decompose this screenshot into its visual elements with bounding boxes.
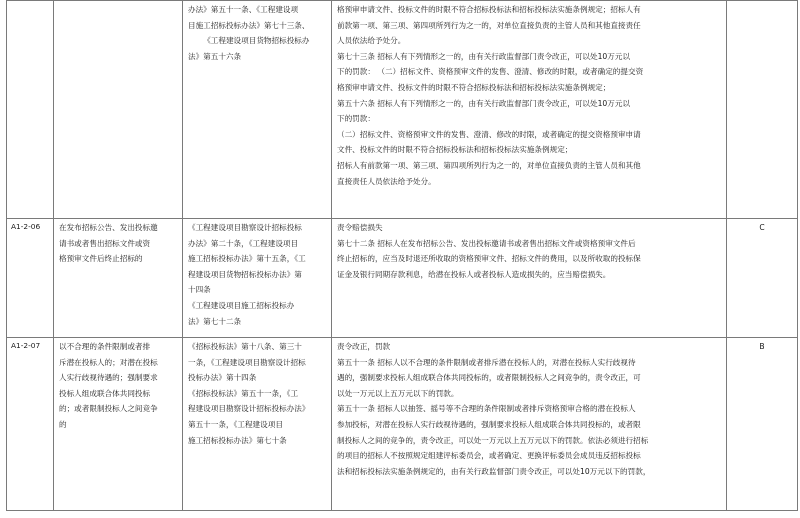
description-line: 斥潜在投标人的；对潜在投标	[59, 357, 158, 367]
description-line: 在发布招标公告、发出投标邀	[59, 223, 158, 232]
penalty-line: 责令改正，罚款	[337, 342, 391, 351]
penalty-line: 前款第一项、第三项、第四项所列行为之一的，对单位直接负责的主管人员和其他直接责任	[337, 20, 641, 30]
description-line: 投标人组成联合体共同投标	[59, 388, 151, 398]
description-line: 的；或者限制投标人之间竞争	[59, 404, 158, 414]
item-code-cell: A1-2-07	[7, 338, 54, 511]
table-row	[7, 1, 798, 219]
basis-line: 办法》第五十一条、《工程建设项	[188, 5, 299, 14]
penalty-line: 以处一万元以上五万元以下的罚款。	[337, 388, 459, 398]
penalty-line: 文件、投标文件的时限不符合招标投标法和招标投标法实施条例规定；	[337, 145, 573, 155]
penalty-line: 责令赔偿损失	[337, 223, 383, 232]
penalty-line: 格预审申请文件、投标文件的时限不符合招标投标法和招标投标法实施条例规定；招标人有	[337, 5, 641, 14]
basis-line: 投标办法》第十四条	[188, 373, 257, 383]
penalty-line: 的项目的招标人不按照规定组建评标委员会，或者确定、更换评标委员会成员违反招标投标	[337, 451, 641, 461]
basis-line: 第五十一条，《工程建设项目	[188, 419, 283, 429]
penalty-cell	[332, 338, 727, 511]
table-row	[7, 338, 798, 511]
description-line: 格预审文件后终止招标的	[59, 254, 143, 264]
description-line: 人实行歧视待遇的；强制要求	[59, 373, 158, 383]
basis-line: 一条，《工程建设项目勘察设计招标	[188, 357, 306, 367]
item-code-cell	[7, 1, 54, 219]
penalty-line: 第五十六条 招标人有下列情形之一的，由有关行政监督部门责令改正，可以处10万元以	[337, 98, 631, 108]
penalty-line: 证金及银行同期存款利息，给潜在投标人或者投标人造成损失的，应当赔偿损失。	[337, 269, 611, 279]
basis-line: 《工程建设项目勘察设计招标投标	[188, 223, 302, 232]
basis-line: 法》第五十六条	[188, 51, 242, 61]
violation-description-cell	[54, 219, 183, 338]
violation-description-cell	[54, 338, 183, 511]
basis-line: 施工招标投标办法》第七十条	[188, 435, 287, 445]
basis-line: 目施工招标投标办法》第七十三条、	[188, 20, 310, 30]
penalty-line: 下的罚款： （二）招标文件、资格预审文件的发售、澄清、修改的时限，或者确定的提交资	[337, 67, 644, 77]
penalty-line: 法和招标投标法实施条例规定的，由有关行政监督部门责令改正，可以处10万元以下的罚款，	[337, 466, 651, 476]
penalty-line: 终止招标的，应当及时退还所收取的资格预审文件、招标文件的费用，以及所收取的投标保	[337, 254, 641, 264]
penalty-line: 参加投标，对潜在投标人实行歧视待遇的，强制要求投标人组成联合体共同投标的，或者限	[337, 419, 641, 429]
description-line: 以不合理的条件限制或者排	[59, 342, 151, 351]
basis-line: 程建设项目货物招标投标办法》第	[188, 269, 302, 279]
grade-cell: B	[727, 338, 798, 511]
penalty-cell	[332, 219, 727, 338]
legal-basis-cell	[183, 219, 332, 338]
basis-line: 《工程建设项目货物招标投标办	[203, 36, 310, 46]
penalty-line: 遇的，强制要求投标人组成联合体共同投标的，或者限制投标人之间竞争的，责令改正，可	[337, 373, 641, 383]
penalty-line: 人员依法给予处分。	[337, 36, 406, 46]
penalty-line: 直接责任人员依法给予处分。	[337, 176, 436, 186]
violation-description-cell	[54, 1, 183, 219]
basis-line: 施工招标投标办法》第十五条，《工	[188, 254, 306, 264]
basis-line: 《招标投标法》第五十一条，《工	[188, 388, 299, 398]
description-line: 的	[59, 419, 67, 429]
grade-cell	[727, 1, 798, 219]
penalty-line: 第五十一条 招标人以抽签、摇号等不合理的条件限制或者排斥资格预审合格的潜在投标人	[337, 404, 636, 414]
penalty-line: 下的罚款：	[337, 114, 375, 124]
basis-line: 办法》第二十条，《工程建设项目	[188, 238, 299, 248]
basis-line: 十四条	[188, 285, 211, 295]
penalty-line: 格预审申请文件、投标文件的时限不符合招标投标法和招标投标法实施条例规定；	[337, 82, 611, 92]
penalty-line: 第七十三条 招标人有下列情形之一的，由有关行政监督部门责令改正，可以处10万元以	[337, 51, 631, 61]
penalty-cell	[332, 1, 727, 219]
regulation-table	[6, 0, 798, 511]
penalty-line: 第五十一条 招标人以不合理的条件限制或者排斥潜在投标人的，对潜在投标人实行歧视待	[337, 357, 636, 367]
basis-line: 《招标投标法》第十八条、第三十	[188, 342, 302, 351]
basis-line: 程建设项目勘察设计招标投标办法》	[188, 404, 310, 414]
grade-cell: C	[727, 219, 798, 338]
basis-line: 《工程建设项目施工招标投标办	[188, 300, 295, 310]
penalty-line: 制投标人之间的竞争的，责令改正，可以处一万元以上五万元以下的罚款。依法必须进行招标	[337, 435, 649, 445]
penalty-line: 招标人有前款第一项、第三项、第四项所列行为之一的，对单位直接负责的主管人员和其他	[337, 160, 641, 170]
penalty-line: 第七十二条 招标人在发布招标公告、发出投标邀请书或者售出招标文件或资格预审文件后	[337, 238, 636, 248]
table-row	[7, 219, 798, 338]
penalty-line: （二）招标文件、资格预审文件的发售、澄清、修改的时限，或者确定的提交资格预审申请	[337, 129, 641, 139]
legal-basis-cell	[183, 1, 332, 219]
description-line: 请书或者售出招标文件或资	[59, 238, 151, 248]
legal-basis-cell	[183, 338, 332, 511]
item-code-cell: A1-2-06	[7, 219, 54, 338]
basis-line: 法》第七十二条	[188, 316, 242, 326]
